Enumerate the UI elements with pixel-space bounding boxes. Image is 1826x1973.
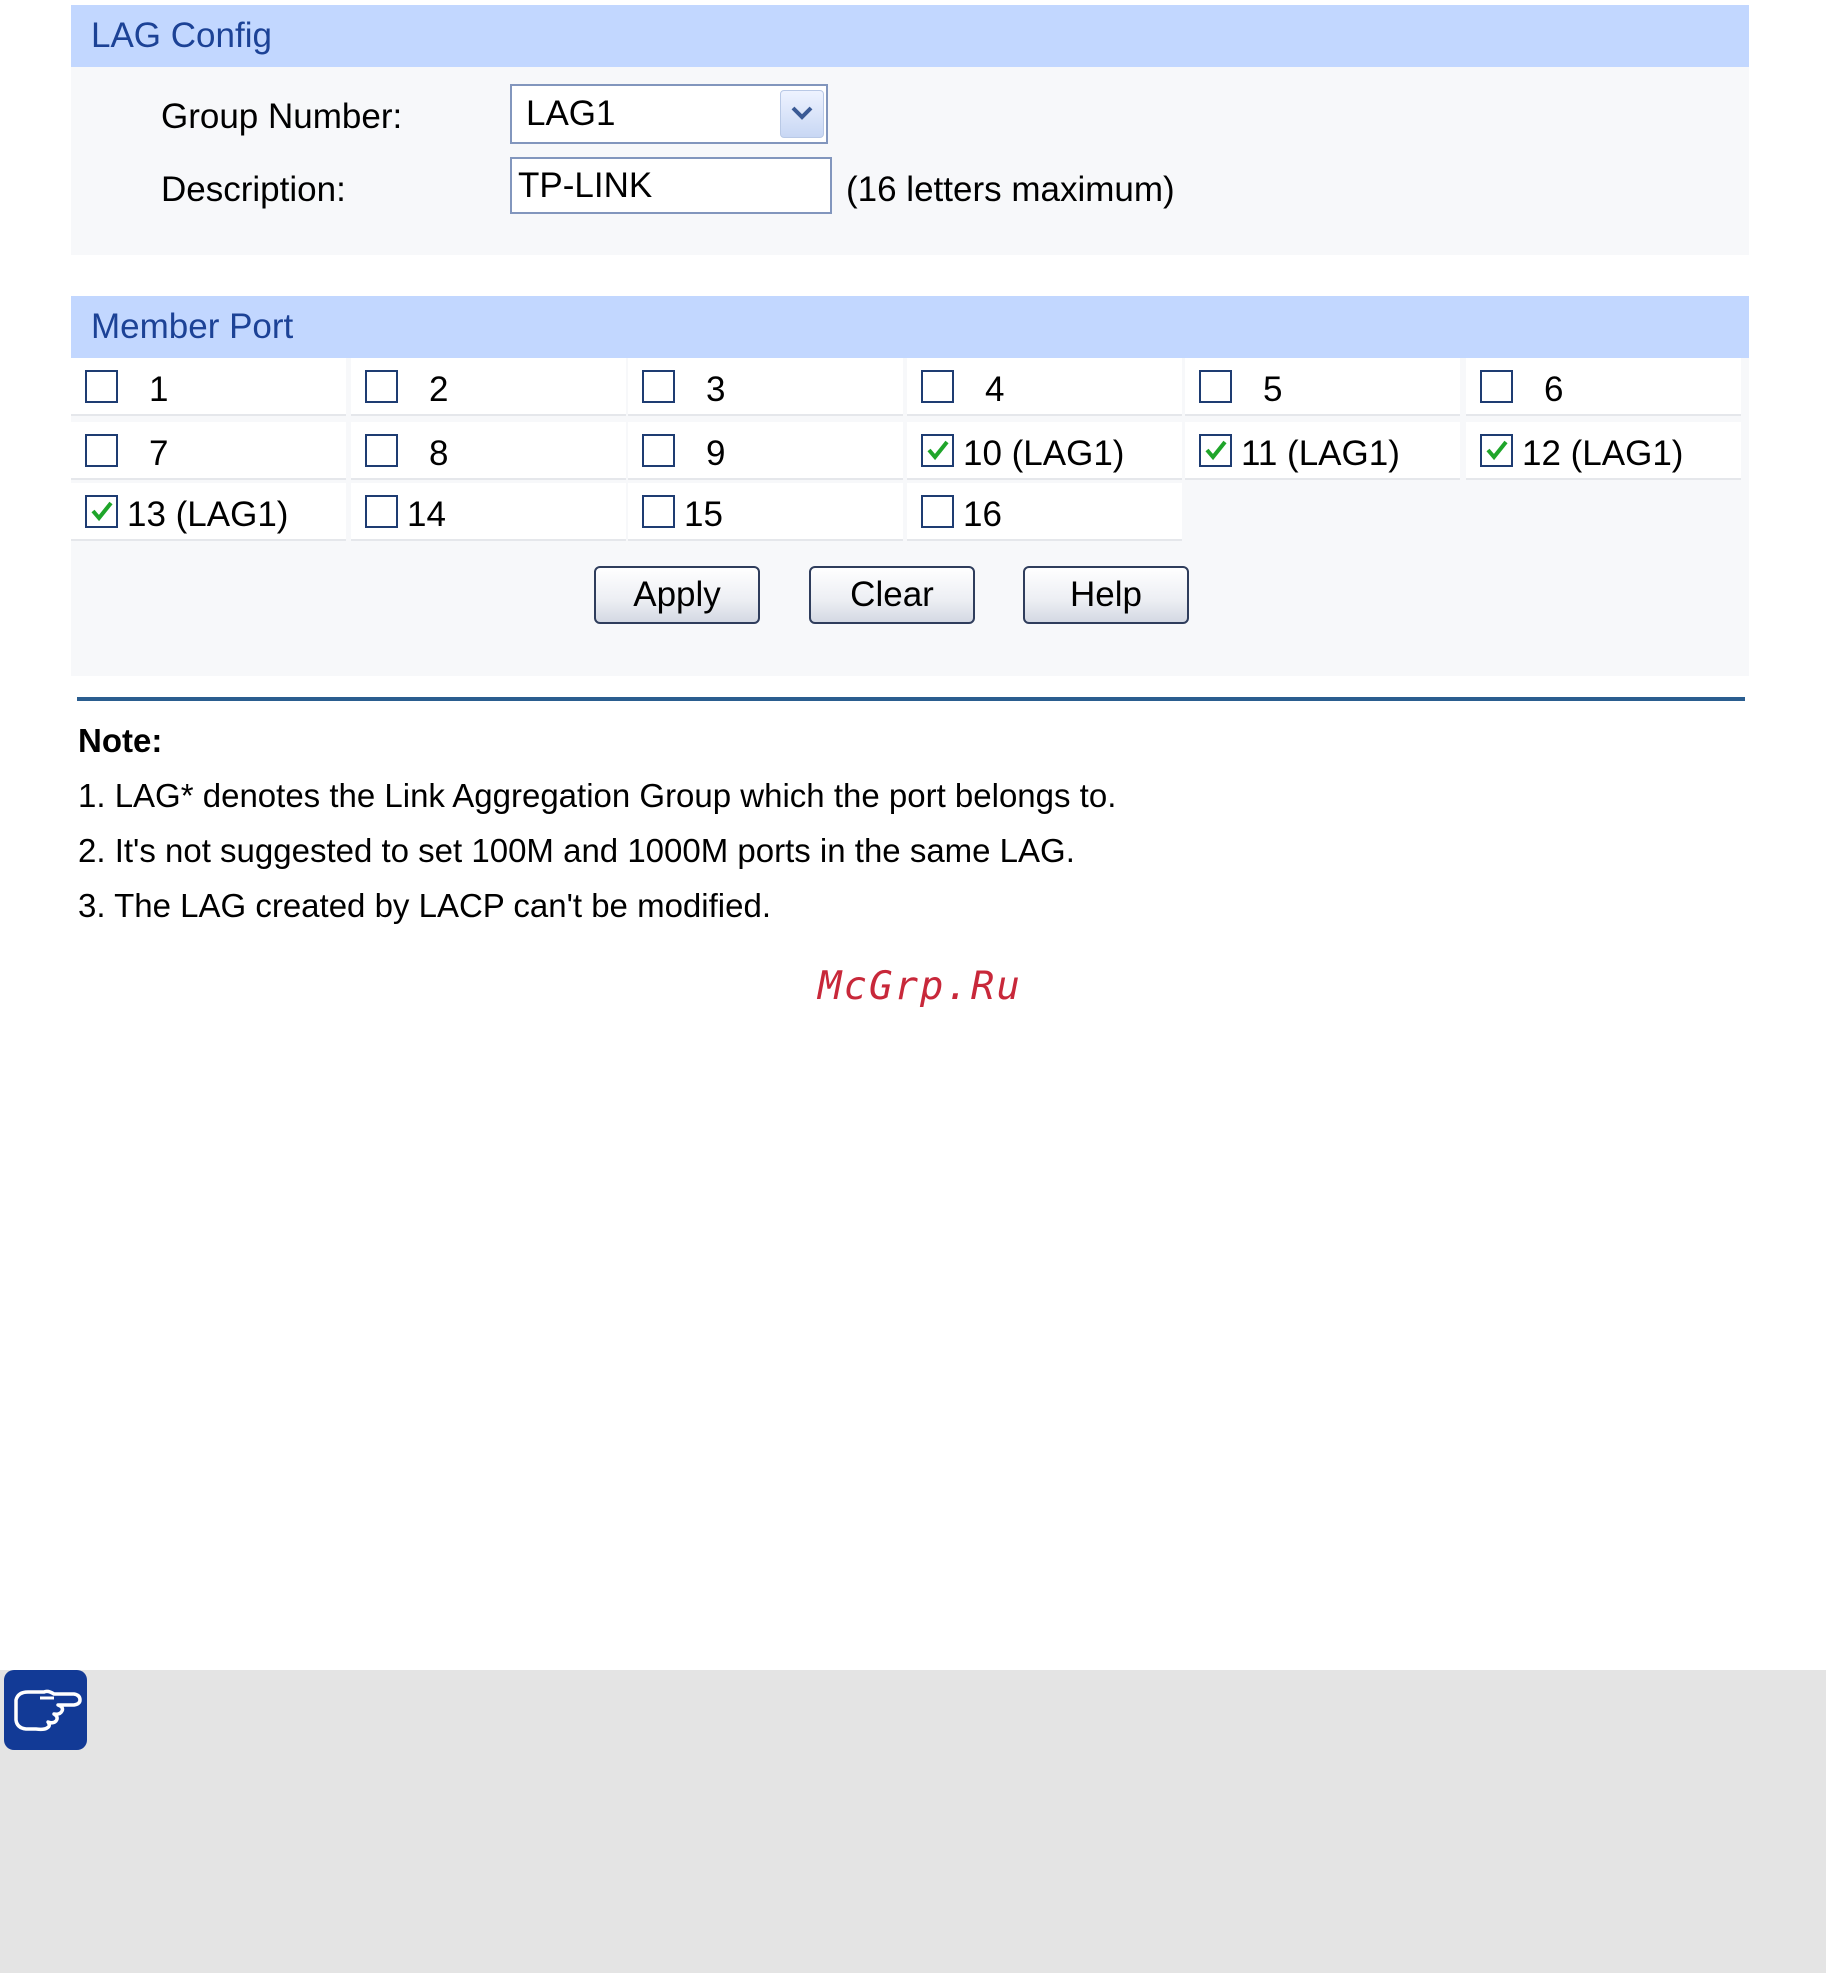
- port-cell: [351, 483, 626, 541]
- port-label: 10 (LAG1): [963, 434, 1125, 473]
- note-title: Note:: [78, 722, 163, 759]
- note-line: 3. The LAG created by LACP can't be modified.: [78, 887, 771, 924]
- note-line: 1. LAG* denotes the Link Aggregation Group which the port belongs to.: [78, 777, 1117, 814]
- port-cell: [907, 483, 1182, 541]
- port-checkbox[interactable]: [85, 370, 118, 403]
- port-checkbox[interactable]: [921, 434, 954, 467]
- pointing-hand-icon: [4, 1670, 87, 1750]
- port-cell: [1185, 422, 1460, 480]
- port-checkbox[interactable]: [85, 495, 118, 528]
- group-number-label: Group Number:: [161, 97, 403, 136]
- help-button[interactable]: Help: [1023, 566, 1189, 624]
- member-port-grid: [71, 358, 1749, 544]
- port-checkbox[interactable]: [642, 434, 675, 467]
- port-checkbox[interactable]: [921, 370, 954, 403]
- port-cell: [628, 422, 903, 480]
- port-checkbox[interactable]: [642, 495, 675, 528]
- port-checkbox[interactable]: [1480, 434, 1513, 467]
- group-number-value: LAG1: [526, 94, 616, 133]
- description-label: Description:: [161, 170, 346, 209]
- port-label: 8: [429, 434, 449, 473]
- port-checkbox[interactable]: [365, 495, 398, 528]
- port-cell: [71, 483, 346, 541]
- port-label: 3: [706, 370, 726, 409]
- port-label: 15: [684, 495, 723, 534]
- divider: [77, 697, 1745, 701]
- port-cell: [628, 358, 903, 416]
- description-input[interactable]: [510, 157, 832, 214]
- port-cell: [351, 358, 626, 416]
- checkmark-icon: [1203, 437, 1229, 463]
- port-cell: [1466, 422, 1741, 480]
- port-checkbox[interactable]: [85, 434, 118, 467]
- port-label: 4: [985, 370, 1005, 409]
- chevron-down-icon[interactable]: [780, 90, 824, 138]
- port-cell: [351, 422, 626, 480]
- port-label: 12 (LAG1): [1522, 434, 1684, 473]
- apply-button[interactable]: Apply: [594, 566, 760, 624]
- port-checkbox[interactable]: [1480, 370, 1513, 403]
- checkmark-icon: [89, 498, 115, 524]
- note-band: [0, 1670, 1826, 1973]
- port-label: 11 (LAG1): [1241, 434, 1400, 473]
- port-checkbox[interactable]: [921, 495, 954, 528]
- group-number-select[interactable]: [510, 84, 828, 144]
- port-cell: [907, 422, 1182, 480]
- port-checkbox[interactable]: [1199, 434, 1232, 467]
- port-label: 13 (LAG1): [127, 495, 289, 534]
- port-label: 16: [963, 495, 1002, 534]
- port-label: 1: [149, 370, 169, 409]
- port-cell: [628, 483, 903, 541]
- port-checkbox[interactable]: [365, 370, 398, 403]
- port-cell: [71, 422, 346, 480]
- note-line: 2. It's not suggested to set 100M and 1000M ports in the same LAG.: [78, 832, 1075, 869]
- port-checkbox[interactable]: [365, 434, 398, 467]
- checkmark-icon: [925, 437, 951, 463]
- description-value: TP-LINK: [518, 166, 653, 205]
- port-label: 7: [149, 434, 169, 473]
- port-checkbox[interactable]: [642, 370, 675, 403]
- description-hint: (16 letters maximum): [846, 170, 1175, 209]
- member-port-header: Member Port: [71, 296, 1749, 358]
- port-label: 6: [1544, 370, 1564, 409]
- port-cell: [1185, 358, 1460, 416]
- port-cell: [1466, 358, 1741, 416]
- port-label: 14: [407, 495, 446, 534]
- clear-button[interactable]: Clear: [809, 566, 975, 624]
- port-cell: [71, 358, 346, 416]
- checkmark-icon: [1484, 437, 1510, 463]
- watermark-text: McGrp.Ru: [818, 964, 1022, 1009]
- port-checkbox[interactable]: [1199, 370, 1232, 403]
- port-cell: [907, 358, 1182, 416]
- port-label: 9: [706, 434, 726, 473]
- lag-config-header: LAG Config: [71, 5, 1749, 67]
- port-label: 2: [429, 370, 449, 409]
- port-label: 5: [1263, 370, 1283, 409]
